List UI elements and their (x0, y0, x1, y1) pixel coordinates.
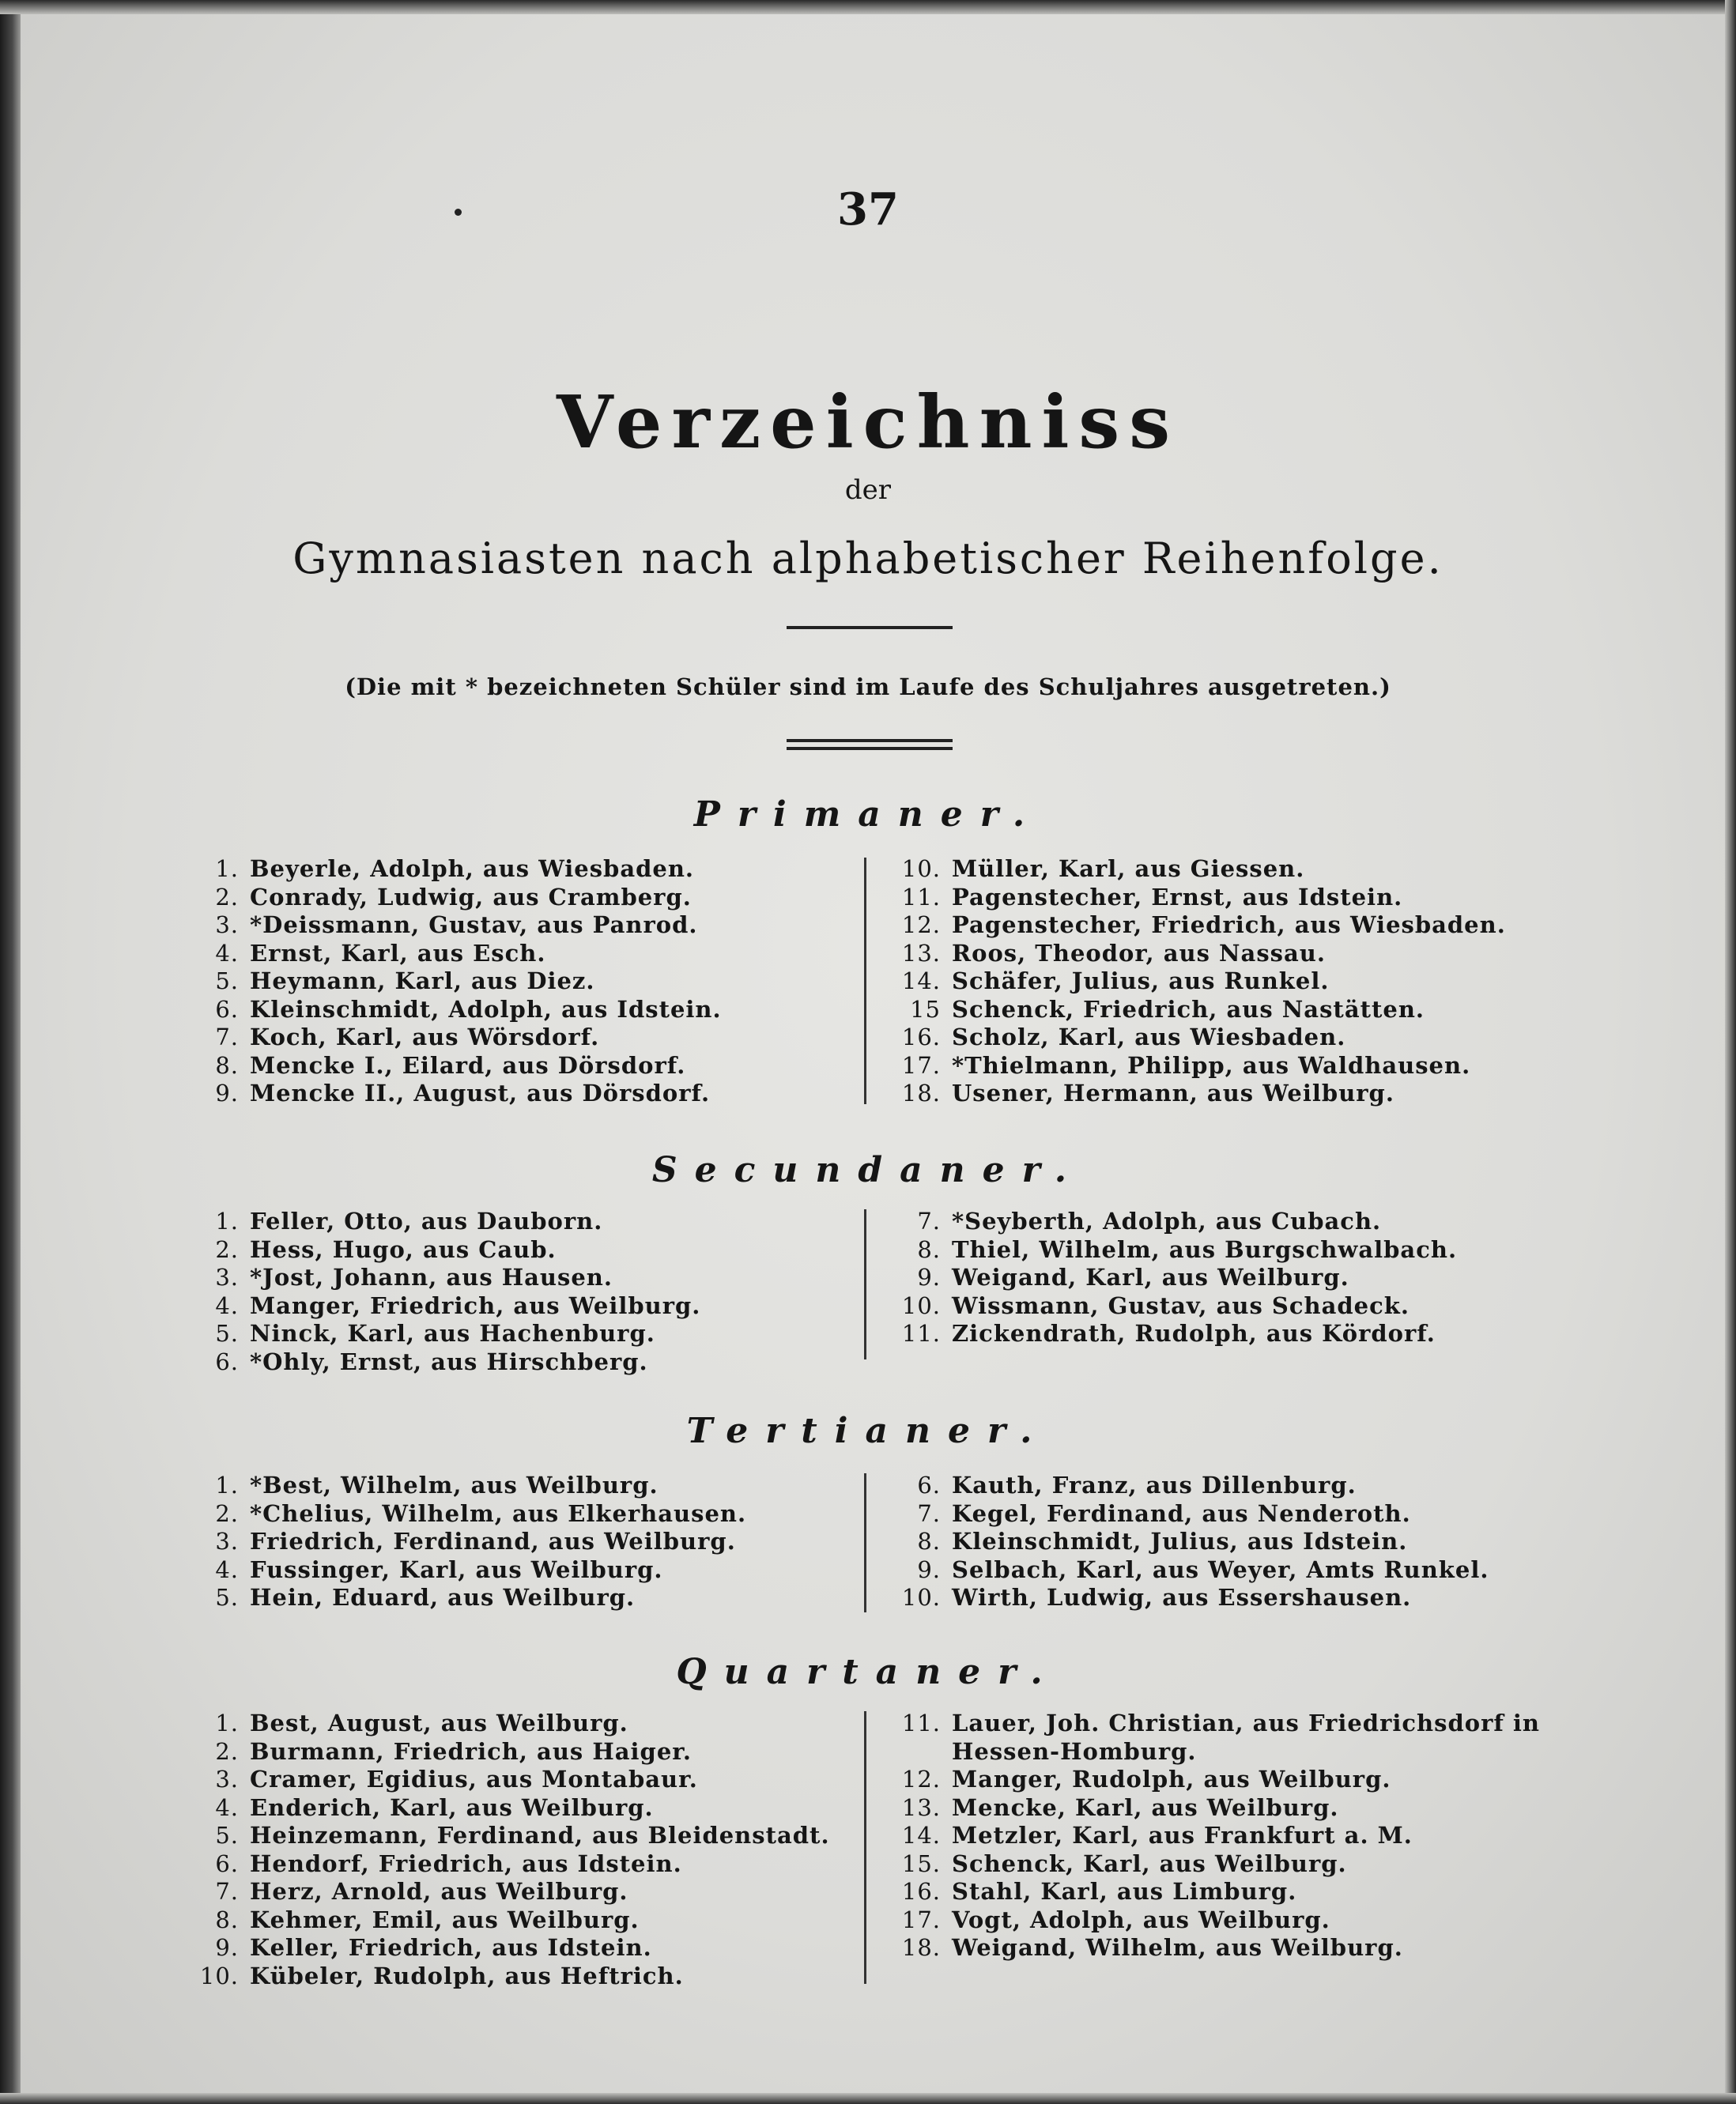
quartaner-right-column (892, 1710, 1540, 1963)
entry-text: Scholz, Karl, aus Wiesbaden. (952, 1024, 1346, 1050)
list-item (207, 1556, 746, 1585)
entry-number: 3. (215, 911, 239, 938)
list-item (207, 855, 722, 884)
tertianer-right-column (892, 1472, 1489, 1612)
book-spine-shadow (0, 0, 21, 2104)
entry-number: 4. (215, 1555, 239, 1583)
list-item (207, 1080, 722, 1108)
entry-text: *Jost, Johann, aus Hausen. (250, 1264, 613, 1291)
list-item (199, 1822, 830, 1850)
entry-text: Selbach, Karl, aus Weyer, Amts Runkel. (952, 1555, 1489, 1583)
entry-text: Stahl, Karl, aus Limburg. (952, 1878, 1297, 1905)
list-item (892, 940, 1506, 968)
entry-text: Mencke, Karl, aus Weilburg. (952, 1793, 1339, 1821)
list-item (207, 1348, 700, 1377)
list-item (892, 1556, 1489, 1585)
list-item (207, 1264, 700, 1292)
list-item (199, 1710, 830, 1738)
entry-text: Hein, Eduard, aus Weilburg. (250, 1584, 636, 1611)
entry-number: 3. (215, 1528, 239, 1555)
list-item (207, 967, 722, 996)
page-title: Verzeichniss (557, 379, 1179, 465)
entry-text: Manger, Friedrich, aus Weilburg. (250, 1291, 701, 1319)
entry-text: *Ohly, Ernst, aus Hirschberg. (250, 1348, 648, 1375)
tertianer-left-column (207, 1472, 746, 1612)
entry-number: 7. (917, 1208, 941, 1235)
entry-number: 8. (215, 1906, 239, 1933)
right-edge-shadow (1725, 0, 1736, 2104)
entry-number: 8. (917, 1235, 941, 1263)
list-item (207, 940, 722, 968)
entry-text: Weigand, Wilhelm, aus Weilburg. (952, 1934, 1403, 1961)
entry-text: Thiel, Wilhelm, aus Burgschwalbach. (952, 1235, 1458, 1263)
entry-text: Weigand, Karl, aus Weilburg. (952, 1264, 1349, 1291)
entry-number: 9. (917, 1555, 941, 1583)
entry-number: 4. (215, 939, 239, 967)
entry-number: 18. (901, 1080, 941, 1107)
quartaner-left-column (199, 1710, 830, 1990)
entry-number: 11. (901, 1320, 941, 1347)
entry-text: Enderich, Karl, aus Weilburg. (250, 1793, 654, 1821)
list-item (892, 1794, 1540, 1823)
list-item (892, 996, 1506, 1024)
entry-text: Vogt, Adolph, aus Weilburg. (952, 1906, 1330, 1933)
entry-number: 5. (215, 967, 239, 994)
entry-text: Zickendrath, Rudolph, aus Kördorf. (952, 1320, 1436, 1347)
entry-text: Keller, Friedrich, aus Idstein. (250, 1934, 652, 1961)
bottom-edge-shadow (0, 2093, 1736, 2104)
entry-text: Schenck, Friedrich, aus Nastätten. (952, 995, 1425, 1023)
entry-text: Lauer, Joh. Christian, aus Friedrichsdorf in (952, 1710, 1541, 1736)
list-item (199, 1934, 830, 1963)
entry-number: 4. (215, 1291, 239, 1319)
list-item (892, 855, 1506, 884)
entry-number: 17. (901, 1051, 941, 1079)
entry-number: 14. (901, 967, 941, 994)
primaner-left-column (207, 855, 722, 1108)
list-item (207, 1208, 700, 1236)
entry-number: 14. (901, 1822, 941, 1849)
withdrawal-note: (Die mit * bezeichneten Schüler sind im Laufe des Schuljahres ausgetreten.) (345, 673, 1391, 700)
entry-number: 13. (901, 1793, 941, 1821)
list-item (892, 1850, 1540, 1879)
list-item (892, 1934, 1540, 1963)
list-item (199, 1766, 830, 1794)
title-rule (787, 626, 953, 629)
entry-number: 2. (215, 883, 239, 911)
entry-text: Ninck, Karl, aus Hachenburg. (250, 1320, 655, 1347)
entry-number: 7. (215, 1878, 239, 1905)
list-item (892, 1528, 1489, 1556)
entry-text: Hendorf, Friedrich, aus Idstein. (250, 1849, 682, 1877)
entry-number: 6. (215, 995, 239, 1023)
entry-text: Kauth, Franz, aus Dillenburg. (952, 1472, 1357, 1499)
entry-text: Fussinger, Karl, aus Weilburg. (250, 1555, 663, 1583)
entry-text: *Best, Wilhelm, aus Weilburg. (250, 1472, 659, 1499)
list-item (207, 911, 722, 940)
entry-text: Kleinschmidt, Julius, aus Idstein. (952, 1528, 1408, 1555)
entry-number: 11. (901, 883, 941, 911)
entry-number: 1. (215, 855, 239, 882)
list-item (207, 1052, 722, 1080)
list-item (892, 1710, 1540, 1738)
list-item (892, 1208, 1457, 1236)
entry-text: Burmann, Friedrich, aus Haiger. (250, 1737, 692, 1765)
entry-number: 16. (901, 1024, 941, 1050)
top-edge-shadow (0, 0, 1736, 14)
entry-number: 8. (215, 1051, 239, 1079)
entry-number: 12. (901, 911, 941, 938)
entry-text: Kegel, Ferdinand, aus Nenderoth. (952, 1499, 1411, 1527)
title-connector: der (844, 474, 892, 506)
primaner-column-divider (864, 858, 866, 1104)
entry-number: 9. (215, 1934, 239, 1961)
entry-number: 10. (199, 1962, 239, 1989)
entry-number: 10. (901, 855, 941, 882)
section-title-tertianer: Tertianer. (686, 1411, 1050, 1451)
entry-text: *Chelius, Wilhelm, aus Elkerhausen. (250, 1499, 747, 1527)
entry-text: Heinzemann, Ferdinand, aus Bleidenstadt. (250, 1822, 830, 1849)
entry-text: *Deissmann, Gustav, aus Panrod. (250, 911, 698, 938)
entry-text: Beyerle, Adolph, aus Wiesbaden. (250, 855, 695, 882)
page-number: 37 (837, 183, 899, 236)
entry-number: 16. (901, 1878, 941, 1905)
entry-text: Koch, Karl, aus Wörsdorf. (250, 1024, 600, 1050)
section-title-primaner: Primaner. (693, 794, 1043, 835)
entry-text: Kehmer, Emil, aus Weilburg. (250, 1906, 640, 1933)
list-item (892, 1292, 1457, 1321)
list-item (892, 1236, 1457, 1265)
entry-number: 1. (215, 1472, 239, 1499)
list-item (892, 967, 1506, 996)
entry-text: Müller, Karl, aus Giessen. (952, 855, 1305, 882)
entry-number: 5. (215, 1822, 239, 1849)
entry-text: Heymann, Karl, aus Diez. (250, 967, 595, 994)
entry-number: 18. (901, 1934, 941, 1961)
entry-number: 5. (215, 1320, 239, 1347)
list-item (199, 1850, 830, 1879)
list-item (207, 1500, 746, 1529)
secundaner-column-divider (864, 1209, 866, 1359)
list-item (892, 1264, 1457, 1292)
entry-number: 6. (215, 1348, 239, 1375)
list-item (892, 1472, 1489, 1500)
entry-text: Usener, Hermann, aus Weilburg. (952, 1080, 1394, 1107)
entry-number: 2. (215, 1499, 239, 1527)
entry-text: Kleinschmidt, Adolph, aus Idstein. (250, 995, 722, 1023)
list-item (892, 1906, 1540, 1935)
entry-text: Ernst, Karl, aus Esch. (250, 939, 546, 967)
entry-text: Wirth, Ludwig, aus Essershausen. (952, 1584, 1412, 1611)
list-item (892, 1878, 1540, 1906)
list-item (892, 1738, 1540, 1767)
list-item (892, 1024, 1506, 1052)
entry-text: Pagenstecher, Friedrich, aus Wiesbaden. (952, 911, 1506, 938)
entry-number: 5. (215, 1584, 239, 1611)
entry-number: 13. (901, 939, 941, 967)
entry-number: 7. (917, 1499, 941, 1527)
entry-text: Roos, Theodor, aus Nassau. (952, 939, 1326, 967)
entry-text: Pagenstecher, Ernst, aus Idstein. (952, 883, 1403, 911)
entry-number: 2. (215, 1737, 239, 1765)
entry-text: Mencke I., Eilard, aus Dörsdorf. (250, 1051, 686, 1079)
list-item (199, 1963, 830, 1991)
entry-number: 15 (910, 995, 941, 1023)
entry-text: Best, August, aus Weilburg. (250, 1710, 628, 1736)
list-item (207, 1292, 700, 1321)
entry-text: Herz, Arnold, aus Weilburg. (250, 1878, 628, 1905)
entry-number: 17. (901, 1906, 941, 1933)
entry-number: 9. (917, 1264, 941, 1291)
list-item (892, 1500, 1489, 1529)
list-item (892, 1584, 1489, 1612)
double-rule-bottom (787, 747, 953, 750)
entry-number: 3. (215, 1264, 239, 1291)
list-item (892, 884, 1506, 912)
entry-text: Schäfer, Julius, aus Runkel. (952, 967, 1330, 994)
list-item (207, 996, 722, 1024)
quartaner-column-divider (864, 1711, 866, 1984)
entry-text: Manger, Rudolph, aus Weilburg. (952, 1766, 1391, 1793)
entry-text: Feller, Otto, aus Dauborn. (250, 1208, 603, 1235)
entry-number: 8. (917, 1528, 941, 1555)
tertianer-column-divider (864, 1473, 866, 1612)
entry-text: Wissmann, Gustav, aus Schadeck. (952, 1291, 1410, 1319)
double-rule-top (787, 739, 953, 742)
list-item (199, 1906, 830, 1935)
entry-text: Friedrich, Ferdinand, aus Weilburg. (250, 1528, 736, 1555)
list-item (199, 1878, 830, 1906)
page-subtitle: Gymnasiasten nach alphabetischer Reihenfolge. (292, 534, 1444, 583)
entry-text: Conrady, Ludwig, aus Cramberg. (250, 883, 692, 911)
list-item (892, 1080, 1506, 1108)
list-item (892, 911, 1506, 940)
list-item (892, 1320, 1457, 1348)
section-title-secundaner: Secundaner. (651, 1150, 1085, 1190)
list-item (207, 1320, 700, 1348)
section-title-quartaner: Quartaner. (676, 1652, 1060, 1692)
entry-number: 4. (215, 1793, 239, 1821)
entry-text: Hessen-Homburg. (952, 1737, 1197, 1765)
entry-number: 7. (215, 1024, 239, 1050)
list-item (892, 1052, 1506, 1080)
entry-number: 11. (901, 1710, 941, 1736)
entry-text: Metzler, Karl, aus Frankfurt a. M. (952, 1822, 1413, 1849)
list-item (207, 1024, 722, 1052)
entry-text: *Thielmann, Philipp, aus Waldhausen. (952, 1051, 1471, 1079)
entry-number: 15. (901, 1849, 941, 1877)
secundaner-right-column (892, 1208, 1457, 1348)
entry-number: 1. (215, 1208, 239, 1235)
entry-number: 12. (901, 1766, 941, 1793)
entry-text: Cramer, Egidius, aus Montabaur. (250, 1766, 698, 1793)
entry-number: 3. (215, 1766, 239, 1793)
list-item (892, 1766, 1540, 1794)
entry-number: 6. (917, 1472, 941, 1499)
entry-text: Schenck, Karl, aus Weilburg. (952, 1849, 1347, 1877)
list-item (199, 1794, 830, 1823)
entry-number: 2. (215, 1235, 239, 1263)
list-item (207, 1584, 746, 1612)
entry-text: *Seyberth, Adolph, aus Cubach. (952, 1208, 1382, 1235)
entry-text: Hess, Hugo, aus Caub. (250, 1235, 557, 1263)
entry-number: 10. (901, 1584, 941, 1611)
entry-number: 6. (215, 1849, 239, 1877)
entry-text: Mencke II., August, aus Dörsdorf. (250, 1080, 711, 1107)
secundaner-left-column (207, 1208, 700, 1376)
list-item (207, 1472, 746, 1500)
entry-number: 1. (215, 1710, 239, 1736)
entry-number: 9. (215, 1080, 239, 1107)
list-item (207, 1236, 700, 1265)
list-item (892, 1822, 1540, 1850)
primaner-right-column (892, 855, 1506, 1108)
list-item (207, 884, 722, 912)
entry-text: Kübeler, Rudolph, aus Heftrich. (250, 1962, 684, 1989)
entry-number: 10. (901, 1291, 941, 1319)
list-item (207, 1528, 746, 1556)
list-item (199, 1738, 830, 1767)
